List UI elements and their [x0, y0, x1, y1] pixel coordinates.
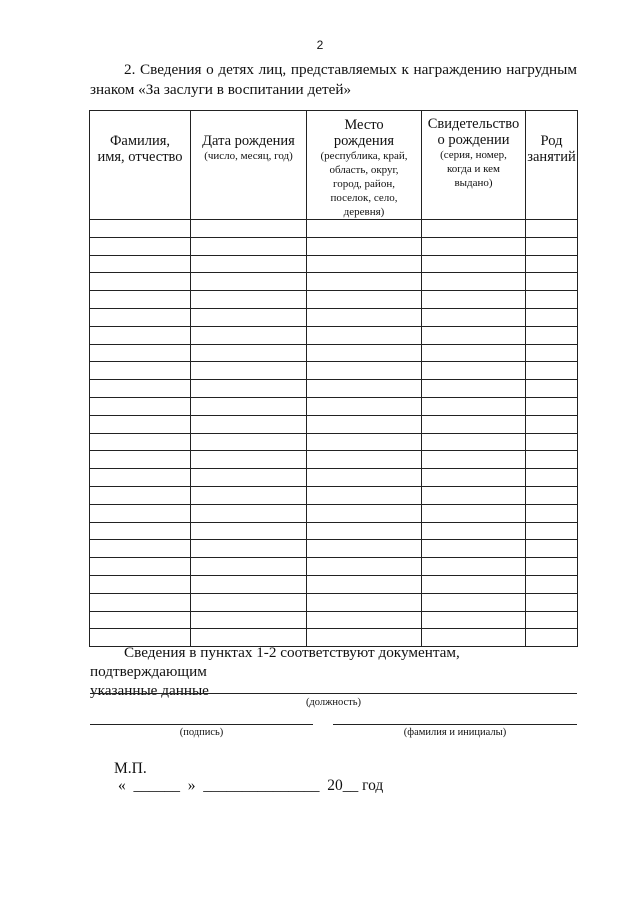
table-cell[interactable] — [90, 237, 191, 255]
table-cell[interactable] — [90, 273, 191, 291]
table-cell[interactable] — [422, 558, 526, 576]
table-row — [90, 308, 578, 326]
table-cell[interactable] — [90, 611, 191, 629]
table-cell[interactable] — [422, 486, 526, 504]
header-main-text: рождения — [333, 133, 395, 149]
table-cell[interactable] — [526, 522, 578, 540]
table-row — [90, 575, 578, 593]
table-cell[interactable] — [90, 504, 191, 522]
table-cell[interactable] — [307, 326, 422, 344]
header-sub-text: выдано) — [454, 177, 493, 189]
header-main-text: занятий — [527, 149, 576, 165]
table-cell[interactable] — [191, 558, 307, 576]
table-row — [90, 415, 578, 433]
table-cell[interactable] — [526, 255, 578, 273]
table-cell[interactable] — [307, 273, 422, 291]
table-cell[interactable] — [526, 469, 578, 487]
table-cell[interactable] — [526, 558, 578, 576]
children-table — [89, 110, 578, 647]
table-row — [90, 380, 578, 398]
table-row — [90, 273, 578, 291]
table-cell[interactable] — [191, 486, 307, 504]
table-row — [90, 540, 578, 558]
table-cell[interactable] — [307, 220, 422, 238]
table-cell[interactable] — [90, 291, 191, 309]
position-caption: (должность) — [305, 697, 362, 708]
table-cell[interactable] — [191, 326, 307, 344]
table-cell[interactable] — [526, 326, 578, 344]
table-cell[interactable] — [90, 255, 191, 273]
table-cell[interactable] — [526, 362, 578, 380]
header-sub-text: город, район, — [333, 178, 395, 190]
header-main-text: Фамилия, — [109, 133, 171, 149]
table-cell[interactable] — [90, 433, 191, 451]
table-cell[interactable] — [191, 611, 307, 629]
page-number: 2 — [316, 38, 324, 52]
table-cell[interactable] — [191, 469, 307, 487]
table-cell[interactable] — [191, 255, 307, 273]
table-row — [90, 433, 578, 451]
table-cell[interactable] — [422, 380, 526, 398]
table-cell[interactable] — [422, 344, 526, 362]
table-cell[interactable] — [307, 593, 422, 611]
table-cell[interactable] — [90, 540, 191, 558]
header-sub-text: деревня) — [343, 206, 385, 218]
table-cell[interactable] — [90, 415, 191, 433]
table-cell[interactable] — [90, 522, 191, 540]
table-cell[interactable] — [526, 504, 578, 522]
table-cell[interactable] — [422, 326, 526, 344]
table-cell[interactable] — [526, 415, 578, 433]
table-cell[interactable] — [307, 308, 422, 326]
signature-line[interactable] — [90, 724, 313, 725]
confirmation-line-2: указанные данные — [90, 682, 209, 699]
table-cell[interactable] — [422, 504, 526, 522]
table-cell[interactable] — [307, 451, 422, 469]
table-cell[interactable] — [422, 220, 526, 238]
table-cell[interactable] — [526, 611, 578, 629]
signature-caption: (подпись) — [179, 727, 224, 738]
table-cell[interactable] — [191, 540, 307, 558]
table-cell[interactable] — [422, 611, 526, 629]
table-row — [90, 344, 578, 362]
table-cell[interactable] — [191, 237, 307, 255]
table-cell[interactable] — [307, 291, 422, 309]
table-cell[interactable] — [422, 255, 526, 273]
table-cell[interactable] — [307, 504, 422, 522]
table-cell[interactable] — [307, 540, 422, 558]
table-cell[interactable] — [191, 308, 307, 326]
table-row — [90, 397, 578, 415]
table-cell[interactable] — [191, 397, 307, 415]
table-cell[interactable] — [191, 433, 307, 451]
header-sub-text: поселок, село, — [330, 192, 398, 204]
table-cell[interactable] — [526, 575, 578, 593]
table-row — [90, 451, 578, 469]
header-birth-certificate — [422, 111, 526, 220]
table-cell[interactable] — [191, 451, 307, 469]
table-cell[interactable] — [191, 504, 307, 522]
header-sub-text: (серия, номер, — [440, 149, 507, 161]
table-cell[interactable] — [526, 291, 578, 309]
table-cell[interactable] — [90, 220, 191, 238]
table-cell[interactable] — [422, 469, 526, 487]
table-cell[interactable] — [307, 237, 422, 255]
table-row — [90, 486, 578, 504]
table-cell[interactable] — [307, 558, 422, 576]
table-cell[interactable] — [526, 308, 578, 326]
table-cell[interactable] — [191, 522, 307, 540]
table-cell[interactable] — [422, 451, 526, 469]
table-cell[interactable] — [90, 593, 191, 611]
table-cell[interactable] — [90, 575, 191, 593]
table-cell[interactable] — [191, 291, 307, 309]
table-cell[interactable] — [422, 362, 526, 380]
confirmation-statement — [90, 643, 577, 700]
table-cell[interactable] — [90, 451, 191, 469]
header-main-text: о рождении — [437, 132, 510, 148]
table-cell[interactable] — [307, 415, 422, 433]
header-full-name — [90, 111, 191, 220]
table-cell[interactable] — [307, 469, 422, 487]
header-birth-date — [191, 111, 307, 220]
table-cell[interactable] — [307, 397, 422, 415]
table-row — [90, 522, 578, 540]
table-cell[interactable] — [191, 380, 307, 398]
table-cell[interactable] — [307, 433, 422, 451]
header-main-text: Свидетельство — [427, 116, 520, 132]
table-cell[interactable] — [422, 415, 526, 433]
header-sub-text: (число, месяц, год) — [204, 150, 293, 162]
table-cell[interactable] — [307, 611, 422, 629]
header-main-text: Место — [344, 117, 384, 133]
table-cell[interactable] — [191, 220, 307, 238]
table-cell[interactable] — [526, 380, 578, 398]
table-row — [90, 611, 578, 629]
table-cell[interactable] — [526, 486, 578, 504]
header-birth-place — [307, 111, 422, 220]
table-cell[interactable] — [307, 255, 422, 273]
table-cell[interactable] — [90, 380, 191, 398]
table-cell[interactable] — [90, 486, 191, 504]
section-heading-line-2: знаком «За заслуги в воспитании детей» — [90, 81, 352, 98]
table-cell[interactable] — [422, 575, 526, 593]
table-row — [90, 558, 578, 576]
table-cell[interactable] — [90, 362, 191, 380]
table-row — [90, 220, 578, 238]
table-row — [90, 237, 578, 255]
table-cell[interactable] — [422, 433, 526, 451]
table-cell[interactable] — [90, 397, 191, 415]
table-cell[interactable] — [422, 291, 526, 309]
table-cell[interactable] — [307, 486, 422, 504]
table-cell[interactable] — [526, 273, 578, 291]
table-row — [90, 469, 578, 487]
date-line: « ______ » _______________ 20__ год — [118, 777, 384, 794]
children-table-body — [90, 220, 578, 647]
table-cell[interactable] — [422, 237, 526, 255]
table-header-row — [90, 111, 578, 220]
table-cell[interactable] — [422, 540, 526, 558]
table-cell[interactable] — [191, 593, 307, 611]
table-cell[interactable] — [526, 237, 578, 255]
table-cell[interactable] — [422, 593, 526, 611]
table-cell[interactable] — [526, 220, 578, 238]
table-cell[interactable] — [90, 558, 191, 576]
name-initials-caption: (фамилия и инициалы) — [403, 727, 507, 738]
table-row — [90, 504, 578, 522]
confirmation-line-1: Сведения в пунктах 1-2 соответствуют документам, подтверждающим — [90, 644, 460, 680]
table-cell[interactable] — [422, 308, 526, 326]
position-line[interactable] — [90, 693, 577, 694]
header-sub-text: когда и кем — [446, 163, 501, 175]
table-cell[interactable] — [526, 433, 578, 451]
table-row — [90, 326, 578, 344]
header-main-text: Род — [540, 133, 563, 149]
table-cell[interactable] — [422, 397, 526, 415]
section-heading — [90, 60, 577, 100]
stamp-label: М.П. — [114, 760, 147, 777]
table-row — [90, 291, 578, 309]
table-cell[interactable] — [90, 469, 191, 487]
table-cell[interactable] — [90, 344, 191, 362]
table-row — [90, 593, 578, 611]
table-cell[interactable] — [90, 308, 191, 326]
table-cell[interactable] — [422, 273, 526, 291]
table-cell[interactable] — [526, 540, 578, 558]
table-cell[interactable] — [191, 415, 307, 433]
table-row — [90, 362, 578, 380]
header-sub-text: область, округ, — [329, 164, 399, 176]
table-cell[interactable] — [191, 362, 307, 380]
table-cell[interactable] — [307, 522, 422, 540]
section-heading-line-1: 2. Сведения о детях лиц, представляемых к награждению нагрудным — [124, 61, 577, 78]
table-row — [90, 255, 578, 273]
table-cell[interactable] — [526, 451, 578, 469]
header-main-text: Дата рождения — [202, 133, 295, 149]
table-cell[interactable] — [307, 575, 422, 593]
table-cell[interactable] — [191, 575, 307, 593]
table-cell[interactable] — [307, 380, 422, 398]
table-cell[interactable] — [526, 593, 578, 611]
table-cell[interactable] — [526, 397, 578, 415]
table-cell[interactable] — [422, 522, 526, 540]
header-main-text: имя, отчество — [97, 149, 183, 165]
table-cell[interactable] — [307, 344, 422, 362]
table-cell[interactable] — [526, 344, 578, 362]
header-sub-text: (республика, край, — [320, 150, 408, 162]
table-cell[interactable] — [307, 362, 422, 380]
table-cell[interactable] — [191, 273, 307, 291]
table-cell[interactable] — [191, 344, 307, 362]
name-initials-line[interactable] — [333, 724, 577, 725]
header-occupation — [526, 111, 578, 220]
table-cell[interactable] — [90, 326, 191, 344]
